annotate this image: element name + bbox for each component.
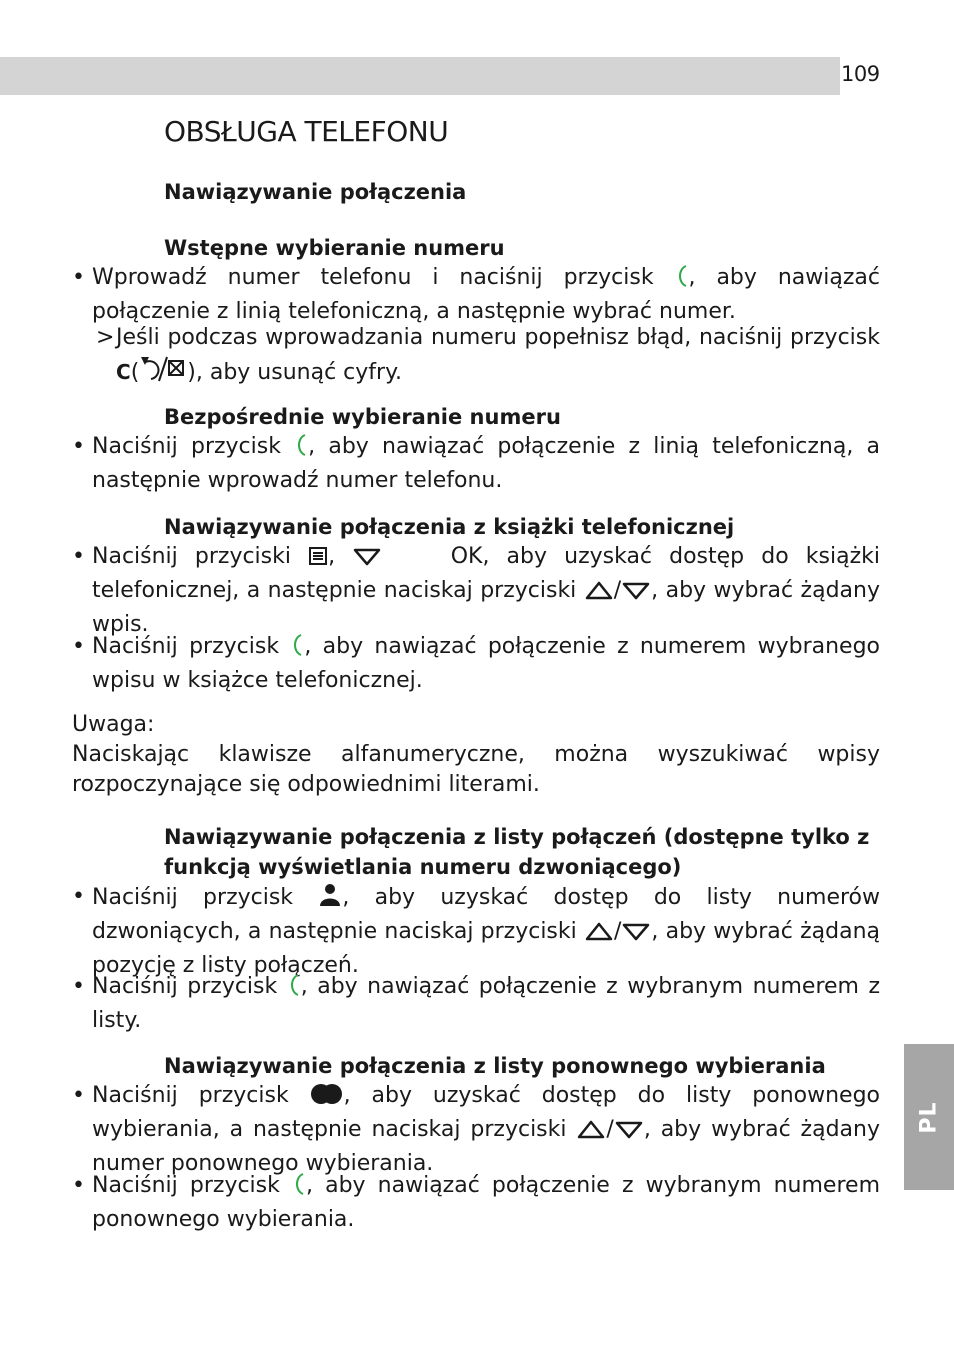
text: ), aby usunąć cyfry. bbox=[187, 360, 402, 385]
text: , aby uzyskać dostęp do książki telefonicznej, a następnie naciskaj przyciski bbox=[92, 544, 880, 603]
text: , aby wybrać żądany wpis. bbox=[92, 578, 880, 637]
text: Naciśnij przycisk bbox=[92, 974, 287, 999]
text: Naciśnij przycisk bbox=[92, 1173, 292, 1198]
text: , aby nawiązać połączenie z linią telefoniczną, a następnie wybrać numer. bbox=[92, 265, 880, 324]
text: , bbox=[328, 544, 336, 569]
down-arrow-icon bbox=[352, 545, 382, 576]
section-heading-direct-dialing: Bezpośrednie wybieranie numeru bbox=[164, 405, 561, 429]
menu-icon bbox=[308, 545, 328, 576]
redial-icon bbox=[310, 1082, 344, 1115]
down-arrow-icon bbox=[614, 1118, 644, 1149]
text: , aby wybrać żądany numer ponownego wybierania. bbox=[92, 1117, 880, 1176]
ok-key-label: OK bbox=[450, 544, 483, 569]
text: , aby nawiązać połączenie z wybranym numerem z listy. bbox=[92, 974, 880, 1033]
text: / bbox=[613, 578, 622, 603]
text: ( bbox=[130, 360, 140, 385]
text: Naciśnij przycisk bbox=[92, 434, 295, 459]
bullet: • bbox=[72, 434, 85, 459]
bullet: • bbox=[72, 1173, 85, 1198]
up-arrow-icon bbox=[576, 1118, 606, 1149]
clear-key-label: C bbox=[116, 360, 131, 384]
text: Wprowadź numer telefonu i naciśnij przycisk bbox=[92, 265, 675, 290]
bullet: • bbox=[72, 544, 85, 569]
language-tab bbox=[904, 1044, 954, 1190]
section-heading-predialing: Wstępne wybieranie numeru bbox=[164, 236, 505, 260]
text: / bbox=[606, 1117, 614, 1142]
page-number: 109 bbox=[841, 62, 880, 86]
talk-key-icon bbox=[290, 633, 304, 666]
page-title: OBSŁUGA TELEFONU bbox=[164, 115, 449, 148]
text: , aby nawiązać połączenie z linią telefoniczną, a następnie wprowadź numer telefonu. bbox=[92, 434, 881, 493]
text: , aby nawiązać połączenie z numerem wybranego wpisu w książce telefonicznej. bbox=[92, 634, 880, 693]
sub-marker: > bbox=[96, 325, 115, 350]
section-heading-phonebook: Nawiązywanie połączenia z książki telefonicznej bbox=[164, 515, 735, 539]
contact-icon bbox=[318, 882, 342, 917]
back-delete-icon bbox=[139, 353, 187, 392]
bullet: • bbox=[72, 265, 85, 290]
section-heading-making-call: Nawiązywanie połączenia bbox=[164, 180, 467, 204]
language-tab-label: PL bbox=[916, 1100, 942, 1134]
text: , aby uzyskać dostęp do listy ponownego wybierania, a następnie naciskaj przyciski bbox=[92, 1083, 880, 1142]
bullet: • bbox=[72, 1083, 85, 1108]
text: / bbox=[613, 919, 622, 944]
text: Naciśnij przyciski bbox=[92, 544, 309, 569]
bullet: • bbox=[72, 974, 85, 999]
talk-key-icon bbox=[294, 433, 308, 466]
talk-key-icon bbox=[292, 1172, 306, 1205]
text: , aby uzyskać dostęp do listy numerów dzwoniących, a następnie naciskaj przyciski bbox=[92, 885, 880, 944]
text: , aby nawiązać połączenie z wybranym numerem ponownego wybierania. bbox=[92, 1173, 880, 1232]
text: Jeśli podczas wprowadzania numeru popełnisz błąd, naciśnij przycisk bbox=[116, 325, 880, 350]
text: Naciśnij przycisk bbox=[92, 634, 291, 659]
section-heading-call-list: Nawiązywanie połączenia z listy połączeń (dostępne tylko z funkcją wyświetlania numeru dzwoniącego) bbox=[164, 825, 870, 879]
header-bar bbox=[0, 57, 840, 95]
up-arrow-icon bbox=[584, 579, 614, 610]
down-arrow-icon bbox=[621, 920, 651, 951]
text: Naciśnij przycisk bbox=[92, 1083, 310, 1108]
note-text: Naciskając klawisze alfanumeryczne, można wyszukiwać wpisy rozpoczynające się odpowiednimi literami. bbox=[72, 742, 880, 797]
down-arrow-icon bbox=[621, 579, 651, 610]
talk-key-icon bbox=[675, 264, 689, 297]
bullet: • bbox=[72, 634, 85, 659]
section-heading-redial-list: Nawiązywanie połączenia z listy ponownego wybierania bbox=[164, 1054, 826, 1078]
bullet: • bbox=[72, 884, 85, 909]
note-label: Uwaga: bbox=[72, 712, 155, 737]
text: Naciśnij przycisk bbox=[92, 885, 319, 910]
talk-key-icon bbox=[287, 973, 301, 1006]
text: , aby wybrać żądaną pozycję z listy połączeń. bbox=[92, 919, 880, 978]
up-arrow-icon bbox=[584, 920, 614, 951]
